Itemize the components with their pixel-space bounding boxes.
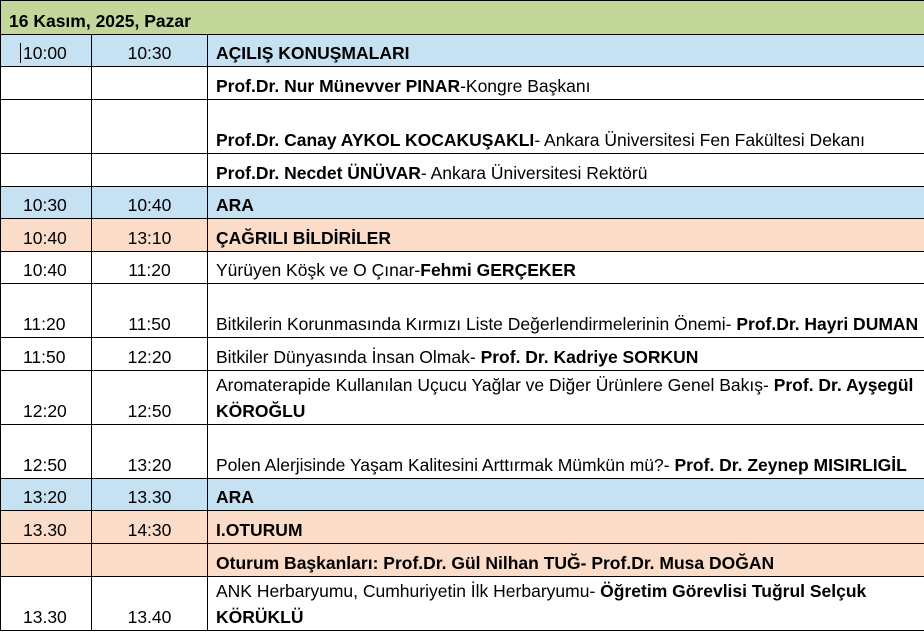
- program-row: [1, 371, 924, 425]
- item-bold-text: Prof. Dr. Kadriye SORKUN: [480, 347, 699, 367]
- item-bold-text: I.OTURUM: [216, 520, 303, 540]
- start-time: 13.30: [1, 511, 92, 544]
- program-item: [208, 35, 924, 67]
- program-item: [208, 67, 924, 100]
- end-time: 13.40: [92, 577, 208, 631]
- program-row: [1, 154, 924, 187]
- program-row: [1, 577, 924, 631]
- program-row: [1, 252, 924, 284]
- start-time: [1, 100, 92, 154]
- program-row: [1, 284, 924, 338]
- program-row: [1, 35, 924, 67]
- end-time: 13:20: [92, 425, 208, 479]
- item-bold-text: Prof. Dr. Zeynep MISIRLIGİL: [674, 455, 907, 475]
- start-time: 13:20: [1, 479, 92, 511]
- program-item: [208, 187, 924, 219]
- date-header: 16 Kasım, 2025, Pazar: [1, 1, 924, 35]
- program-item: [208, 284, 924, 338]
- start-time: 11:50: [1, 338, 92, 371]
- item-text: Aromaterapide Kullanılan Uçucu Yağlar ve Diğer Ürünlere Genel Bakış-: [216, 375, 774, 395]
- program-item: [208, 425, 924, 479]
- item-text: Bitkilerin Korunmasında Kırmızı Liste Değerlendirmelerinin Önemi-: [216, 314, 737, 334]
- program-row: [1, 338, 924, 371]
- start-time: 10:30: [1, 187, 92, 219]
- program-row: [1, 544, 924, 577]
- program-item: [208, 219, 924, 252]
- date-header-row: [1, 1, 924, 35]
- item-bold-text: Prof.Dr. Nur Münevver PINAR: [216, 76, 461, 96]
- start-time: 10:40: [1, 219, 92, 252]
- program-item: [208, 479, 924, 511]
- program-row: [1, 219, 924, 252]
- start-time: 10:00: [1, 35, 92, 67]
- program-item: [208, 154, 924, 187]
- end-time: 10:30: [92, 35, 208, 67]
- program-row: [1, 479, 924, 511]
- end-time: 14:30: [92, 511, 208, 544]
- end-time: [92, 67, 208, 100]
- item-text: - Ankara Üniversitesi Rektörü: [420, 163, 648, 183]
- item-bold-text: ARA: [216, 195, 254, 215]
- start-time: 11:20: [1, 284, 92, 338]
- item-text: ANK Herbaryumu, Cumhuriyetin İlk Herbaryumu-: [216, 581, 601, 601]
- start-time: 12:50: [1, 425, 92, 479]
- start-time: [1, 544, 92, 577]
- item-text: Yürüyen Köşk ve O Çınar-: [216, 260, 421, 280]
- program-item: [208, 338, 924, 371]
- end-time: 11:50: [92, 284, 208, 338]
- item-bold-text: Öğretim Görevlisi Tuğrul Selçuk KÖRÜKLÜ: [216, 581, 867, 627]
- program-item: [208, 511, 924, 544]
- program-item: [208, 100, 924, 154]
- item-bold-text: Oturum Başkanları: Prof.Dr. Gül Nilhan TUĞ- Prof.Dr. Musa DOĞAN: [216, 553, 775, 573]
- end-time: 13.30: [92, 479, 208, 511]
- end-time: 13:10: [92, 219, 208, 252]
- program-item: [208, 371, 924, 425]
- start-time: 13.30: [1, 577, 92, 631]
- program-row: [1, 100, 924, 154]
- end-time: 12:50: [92, 371, 208, 425]
- start-time: 10:40: [1, 252, 92, 284]
- end-time: [92, 544, 208, 577]
- text-cursor: [20, 43, 21, 63]
- end-time: 12:20: [92, 338, 208, 371]
- item-bold-text: Prof. Dr. Ayşegül KÖROĞLU: [216, 375, 914, 421]
- end-time: [92, 100, 208, 154]
- item-bold-text: ÇAĞRILI BİLDİRİLER: [216, 228, 391, 248]
- end-time: 11:20: [92, 252, 208, 284]
- program-row: [1, 425, 924, 479]
- end-time: [92, 154, 208, 187]
- item-text: Polen Alerjisinde Yaşam Kalitesini Arttırmak Mümkün mü?-: [216, 455, 675, 475]
- item-bold-text: Fehmi GERÇEKER: [420, 260, 576, 280]
- item-bold-text: ARA: [216, 487, 254, 507]
- program-row: [1, 187, 924, 219]
- item-text: -Kongre Başkanı: [460, 76, 591, 96]
- start-time: [1, 154, 92, 187]
- program-item: [208, 252, 924, 284]
- item-text: - Ankara Üniversitesi Fen Fakültesi Dekanı: [534, 130, 866, 150]
- item-bold-text: Prof.Dr. Canay AYKOL KOCAKUŞAKLI: [216, 130, 535, 150]
- end-time: 10:40: [92, 187, 208, 219]
- program-row: [1, 67, 924, 100]
- start-time: 12:20: [1, 371, 92, 425]
- item-bold-text: Prof.Dr. Hayri DUMAN: [736, 314, 919, 334]
- item-text: Bitkiler Dünyasında İnsan Olmak-: [216, 347, 481, 367]
- program-item: [208, 544, 924, 577]
- program-item: [208, 577, 924, 631]
- program-row: [1, 511, 924, 544]
- item-bold-text: Prof.Dr. Necdet ÜNÜVAR: [216, 163, 421, 183]
- item-bold-text: AÇILIŞ KONUŞMALARI: [216, 43, 410, 63]
- start-time: [1, 67, 92, 100]
